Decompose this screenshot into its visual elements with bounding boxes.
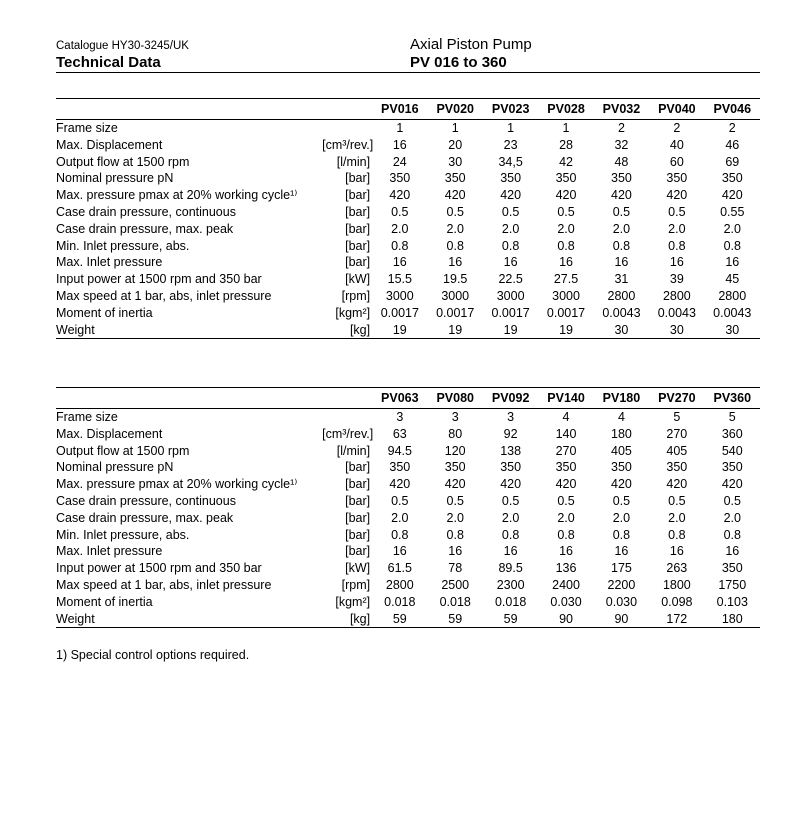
value-cell: 5: [673, 410, 681, 424]
value-cell: 350: [611, 460, 632, 475]
value-cell: 2400: [552, 577, 580, 592]
row-label: Moment of inertia: [56, 305, 153, 320]
value-cell: 2.0: [446, 510, 464, 525]
row-label: Max. Inlet pressure: [56, 255, 163, 270]
value-cell: 420: [555, 188, 577, 203]
table-row: [56, 409, 760, 426]
value-cell: 0.8: [723, 527, 741, 542]
value-cell: 2800: [718, 288, 747, 303]
value-cell: 16: [559, 544, 573, 559]
row-unit: [bar]: [345, 221, 371, 236]
row-label: Max speed at 1 bar, abs, inlet pressure: [56, 577, 272, 592]
value-cell: 350: [666, 171, 688, 186]
value-cell: 59: [372, 611, 427, 628]
value-cell: 420: [444, 188, 466, 203]
value-cell: 1: [396, 121, 404, 135]
value-cell: 0.5: [391, 493, 409, 508]
value-cell: 2.0: [391, 221, 409, 236]
value-cell: 94.5: [387, 443, 412, 458]
value-cell: 16: [392, 137, 407, 152]
section-title: Technical Data: [56, 54, 161, 71]
value-cell: 19: [372, 322, 427, 339]
value-cell: 19.5: [443, 272, 468, 287]
header-rule: [56, 72, 760, 73]
table-row: [56, 221, 760, 238]
table-row: [56, 443, 760, 460]
value-cell: 420: [611, 188, 632, 203]
value-cell: 350: [555, 171, 577, 186]
value-cell: 90: [594, 611, 649, 628]
table-row: [56, 476, 760, 493]
value-cell: 0.5: [446, 204, 464, 219]
row-unit: [bar]: [345, 544, 371, 559]
value-cell: 350: [500, 460, 522, 475]
value-cell: 180: [611, 426, 632, 441]
value-cell: 263: [666, 561, 688, 576]
value-cell: 0.8: [501, 527, 520, 542]
value-cell: 360: [721, 426, 743, 441]
value-cell: 0.8: [391, 527, 409, 542]
row-label: Case drain pressure, max. peak: [56, 221, 234, 236]
model-header: PV270: [658, 391, 696, 405]
row-label: Moment of inertia: [56, 594, 153, 609]
model-header: PV063: [381, 391, 419, 405]
value-cell: 2.0: [391, 510, 409, 525]
value-cell: 420: [721, 477, 743, 492]
value-cell: 3: [507, 410, 515, 424]
value-cell: 2.0: [612, 221, 631, 236]
value-cell: 405: [666, 443, 688, 458]
row-unit: [rpm]: [341, 288, 371, 303]
value-cell: 0.8: [446, 527, 464, 542]
table-row: [56, 271, 760, 288]
value-cell: 0.030: [605, 594, 638, 609]
row-unit: [kg]: [322, 322, 372, 339]
value-cell: 1750: [718, 577, 747, 592]
value-cell: 2.0: [501, 221, 520, 236]
value-cell: 19: [483, 322, 538, 339]
value-cell: 16: [669, 255, 684, 270]
value-cell: 4: [562, 410, 570, 424]
value-cell: 2: [728, 121, 736, 135]
value-cell: 0.018: [384, 594, 416, 609]
value-cell: 16: [614, 544, 629, 559]
value-cell: 0.8: [557, 527, 575, 542]
value-cell: 420: [721, 188, 743, 203]
value-cell: 0.8: [668, 527, 686, 542]
model-header: PV028: [547, 102, 585, 116]
value-cell: 270: [666, 426, 688, 441]
value-cell: 39: [669, 272, 684, 287]
value-cell: 1: [507, 121, 515, 135]
value-cell: 45: [725, 272, 740, 287]
table-row: [56, 459, 760, 476]
table-row: [56, 322, 760, 339]
row-unit: [l/min]: [336, 443, 371, 458]
value-cell: 0.8: [723, 238, 741, 253]
value-cell: 19: [428, 322, 483, 339]
row-unit: [bar]: [345, 527, 371, 542]
header-blank-cell: [322, 388, 372, 409]
row-unit: [kW]: [345, 561, 371, 576]
value-cell: 0.5: [391, 204, 409, 219]
value-cell: 78: [448, 561, 463, 576]
table-row: [56, 493, 760, 510]
value-cell: 2800: [607, 288, 636, 303]
value-cell: 2.0: [668, 221, 686, 236]
value-cell: 0.5: [612, 204, 631, 219]
value-cell: 0.5: [723, 493, 741, 508]
value-cell: 28: [559, 137, 573, 152]
row-label: Min. Inlet pressure, abs.: [56, 238, 190, 253]
value-cell: 16: [503, 255, 518, 270]
value-cell: 16: [503, 544, 518, 559]
value-cell: 30: [594, 322, 649, 339]
model-header: PV040: [658, 102, 696, 116]
value-cell: 0.5: [557, 493, 575, 508]
value-cell: 420: [389, 188, 411, 203]
header-blank-cell: [56, 99, 322, 120]
value-cell: 2800: [662, 288, 691, 303]
row-unit: [322, 120, 372, 137]
row-label: Max speed at 1 bar, abs, inlet pressure: [56, 288, 272, 303]
value-cell: 48: [614, 154, 629, 169]
value-cell: 0.5: [612, 493, 631, 508]
row-unit: [kgm²]: [335, 594, 371, 609]
value-cell: 0.5: [501, 204, 520, 219]
row-unit: [rpm]: [341, 577, 371, 592]
value-cell: 138: [500, 443, 522, 458]
value-cell: 42: [559, 154, 573, 169]
row-unit: [cm³/rev.]: [322, 426, 374, 441]
value-cell: 63: [392, 426, 407, 441]
table-row: [56, 120, 760, 137]
table-row: [56, 187, 760, 204]
value-cell: 2: [617, 121, 625, 135]
row-unit: [bar]: [345, 171, 371, 186]
table-row: [56, 137, 760, 154]
value-cell: 420: [666, 188, 688, 203]
value-cell: 32: [614, 137, 629, 152]
value-cell: 46: [725, 137, 740, 152]
table-row: [56, 543, 760, 560]
value-cell: 2.0: [501, 510, 520, 525]
value-cell: 20: [448, 137, 463, 152]
row-unit: [bar]: [345, 460, 371, 475]
value-cell: 350: [500, 171, 522, 186]
table-row: [56, 577, 760, 594]
value-cell: 30: [448, 154, 463, 169]
row-label: Max. Inlet pressure: [56, 544, 163, 559]
value-cell: 0.098: [661, 594, 693, 609]
table-header-row: [56, 99, 760, 120]
row-unit: [bar]: [345, 493, 371, 508]
table-row: [56, 611, 760, 628]
value-cell: 2.0: [612, 510, 631, 525]
table-row: [56, 254, 760, 271]
model-header: PV092: [491, 391, 530, 405]
value-cell: 2.0: [668, 510, 686, 525]
table-row: [56, 305, 760, 322]
value-cell: 23: [503, 137, 518, 152]
value-cell: 0.5: [668, 204, 686, 219]
value-cell: 140: [555, 426, 577, 441]
value-cell: 40: [669, 137, 684, 152]
value-cell: 2.0: [446, 221, 464, 236]
value-cell: 2200: [607, 577, 636, 592]
value-cell: 2.0: [723, 221, 741, 236]
value-cell: 172: [649, 611, 704, 628]
value-cell: 19: [538, 322, 593, 339]
value-cell: 2: [673, 121, 681, 135]
value-cell: 0.55: [720, 204, 745, 219]
table-row: [56, 594, 760, 611]
value-cell: 59: [483, 611, 538, 628]
value-cell: 0.0043: [657, 305, 696, 320]
value-cell: 0.0017: [491, 305, 530, 320]
row-label: Case drain pressure, max. peak: [56, 510, 234, 525]
value-cell: 2.0: [557, 221, 575, 236]
product-range: PV 016 to 360: [410, 54, 507, 71]
table-row: [56, 204, 760, 221]
value-cell: 16: [559, 255, 573, 270]
row-label: Nominal pressure pN: [56, 460, 174, 475]
row-label: Input power at 1500 rpm and 350 bar: [56, 561, 262, 576]
table-row: [56, 426, 760, 443]
row-label: Case drain pressure, continuous: [56, 493, 236, 508]
value-cell: 16: [669, 544, 684, 559]
value-cell: 0.0017: [436, 305, 475, 320]
row-unit: [322, 409, 372, 426]
value-cell: 0.8: [668, 238, 686, 253]
value-cell: 420: [555, 477, 577, 492]
value-cell: 350: [721, 561, 743, 576]
value-cell: 0.8: [446, 238, 464, 253]
value-cell: 2800: [385, 577, 414, 592]
value-cell: 80: [448, 426, 463, 441]
product-name: Axial Piston Pump: [410, 36, 532, 53]
row-label: Nominal pressure pN: [56, 171, 174, 186]
spec-table-pv063-pv360: [56, 387, 760, 628]
table-row: [56, 527, 760, 544]
row-label: Max. pressure pmax at 20% working cycle¹⁾: [56, 188, 298, 203]
value-cell: 0.5: [501, 493, 520, 508]
row-label: Output flow at 1500 rpm: [56, 443, 190, 458]
value-cell: 540: [721, 443, 743, 458]
value-cell: 59: [428, 611, 483, 628]
value-cell: 175: [611, 561, 632, 576]
value-cell: 2.0: [723, 510, 741, 525]
value-cell: 0.0017: [546, 305, 586, 320]
value-cell: 420: [666, 477, 688, 492]
value-cell: 3000: [385, 288, 414, 303]
row-label: Frame size: [56, 410, 118, 424]
value-cell: 350: [721, 171, 743, 186]
value-cell: 120: [444, 443, 466, 458]
value-cell: 92: [503, 426, 518, 441]
row-unit: [cm³/rev.]: [322, 137, 374, 152]
value-cell: 16: [725, 544, 740, 559]
value-cell: 1: [451, 121, 459, 135]
value-cell: 0.0043: [713, 305, 752, 320]
value-cell: 4: [617, 410, 625, 424]
value-cell: 350: [666, 460, 688, 475]
value-cell: 350: [389, 460, 411, 475]
value-cell: 3000: [552, 288, 580, 303]
header-blank-cell: [56, 388, 322, 409]
value-cell: 22.5: [498, 272, 523, 287]
value-cell: 1800: [662, 577, 691, 592]
value-cell: 270: [555, 443, 577, 458]
value-cell: 0.8: [612, 238, 631, 253]
row-unit: [kgm²]: [335, 305, 371, 320]
value-cell: 16: [392, 544, 407, 559]
value-cell: 3000: [496, 288, 525, 303]
model-header: PV023: [491, 102, 530, 116]
model-header: PV080: [436, 391, 474, 405]
value-cell: 5: [728, 410, 736, 424]
value-cell: 90: [538, 611, 593, 628]
row-unit: [kW]: [345, 272, 371, 287]
row-label: Weight: [56, 611, 322, 628]
model-header: PV046: [713, 102, 752, 116]
value-cell: 3: [451, 410, 459, 424]
value-cell: 420: [389, 477, 411, 492]
row-unit: [bar]: [345, 477, 371, 492]
row-unit: [bar]: [345, 238, 371, 253]
value-cell: 27.5: [553, 272, 579, 287]
table-row: [56, 170, 760, 187]
value-cell: 69: [725, 154, 740, 169]
value-cell: 16: [614, 255, 629, 270]
row-unit: [kg]: [322, 611, 372, 628]
value-cell: 180: [705, 611, 760, 628]
value-cell: 350: [444, 171, 466, 186]
row-label: Input power at 1500 rpm and 350 bar: [56, 272, 262, 287]
value-cell: 60: [669, 154, 684, 169]
value-cell: 136: [555, 561, 577, 576]
model-header: PV360: [713, 391, 752, 405]
table-row: [56, 510, 760, 527]
footnote: 1) Special control options required.: [56, 648, 250, 662]
header-blank-cell: [322, 99, 372, 120]
value-cell: 0.8: [612, 527, 631, 542]
value-cell: 0.5: [668, 493, 686, 508]
value-cell: 0.0017: [380, 305, 419, 320]
row-label: Min. Inlet pressure, abs.: [56, 527, 190, 542]
value-cell: 30: [705, 322, 760, 339]
spec-table-pv016-pv046: [56, 98, 760, 339]
value-cell: 0.5: [557, 204, 575, 219]
value-cell: 0.8: [501, 238, 520, 253]
value-cell: 2300: [496, 577, 525, 592]
model-header: PV180: [602, 391, 641, 405]
value-cell: 350: [444, 460, 466, 475]
table-row: [56, 154, 760, 171]
row-label: Case drain pressure, continuous: [56, 204, 236, 219]
value-cell: 0.5: [446, 493, 464, 508]
model-header: PV016: [381, 102, 419, 116]
row-unit: [bar]: [345, 510, 371, 525]
catalogue-number: Catalogue HY30-3245/UK: [56, 40, 189, 52]
value-cell: 16: [448, 255, 463, 270]
row-label: Max. pressure pmax at 20% working cycle¹⁾: [56, 477, 298, 492]
row-label: Max. Displacement: [56, 137, 163, 152]
value-cell: 24: [392, 154, 407, 169]
value-cell: 0.8: [391, 238, 409, 253]
value-cell: 2.0: [557, 510, 575, 525]
row-label: Frame size: [56, 121, 118, 135]
value-cell: 16: [448, 544, 463, 559]
row-label: Weight: [56, 322, 322, 339]
table-row: [56, 238, 760, 255]
model-header: PV032: [602, 102, 641, 116]
row-unit: [bar]: [345, 204, 371, 219]
value-cell: 16: [392, 255, 407, 270]
value-cell: 34,5: [498, 154, 523, 169]
value-cell: 89.5: [498, 561, 523, 576]
value-cell: 0.018: [494, 594, 527, 609]
value-cell: 30: [649, 322, 704, 339]
table-header-row: [56, 388, 760, 409]
value-cell: 420: [500, 477, 522, 492]
value-cell: 420: [500, 188, 522, 203]
row-unit: [bar]: [345, 255, 371, 270]
row-unit: [bar]: [345, 188, 371, 203]
value-cell: 61.5: [387, 561, 412, 576]
model-header: PV140: [547, 391, 585, 405]
model-header: PV020: [436, 102, 474, 116]
value-cell: 420: [444, 477, 466, 492]
value-cell: 0.8: [557, 238, 575, 253]
table-row: [56, 288, 760, 305]
value-cell: 350: [555, 460, 577, 475]
value-cell: 0.018: [439, 594, 471, 609]
value-cell: 31: [614, 272, 629, 287]
value-cell: 350: [389, 171, 411, 186]
value-cell: 350: [721, 460, 743, 475]
value-cell: 0.030: [550, 594, 582, 609]
row-unit: [l/min]: [336, 154, 371, 169]
value-cell: 420: [611, 477, 632, 492]
value-cell: 15.5: [387, 272, 412, 287]
value-cell: 0.0043: [602, 305, 641, 320]
value-cell: 405: [611, 443, 632, 458]
value-cell: 16: [725, 255, 740, 270]
table-row: [56, 560, 760, 577]
value-cell: 1: [562, 121, 570, 135]
value-cell: 350: [611, 171, 632, 186]
value-cell: 3: [396, 410, 404, 424]
row-label: Max. Displacement: [56, 426, 163, 441]
row-label: Output flow at 1500 rpm: [56, 154, 190, 169]
value-cell: 2500: [441, 577, 470, 592]
value-cell: 3000: [441, 288, 470, 303]
value-cell: 0.103: [716, 594, 748, 609]
